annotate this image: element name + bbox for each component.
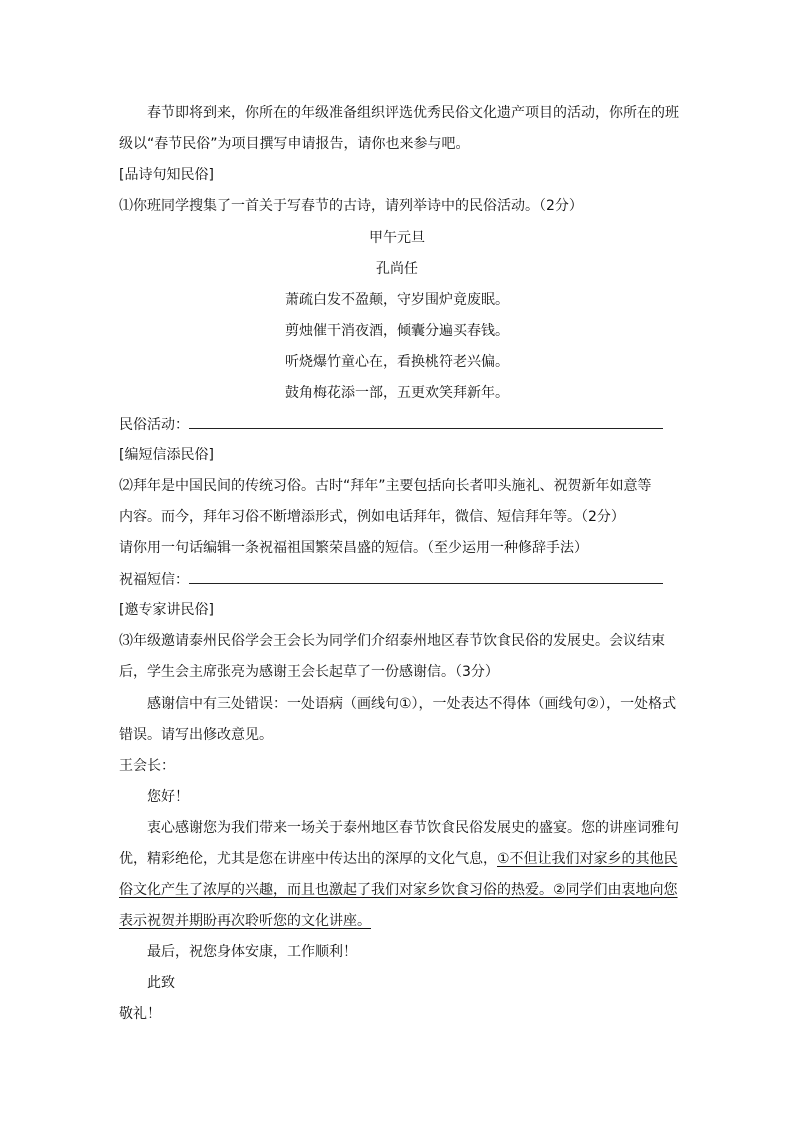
intro-line-2: 级以“春节民俗”为项目撰写申请报告，请你也来参与吧。 [119, 136, 470, 152]
underlined-sentence-1: ①不但让我们对家乡的其他民 [497, 851, 678, 867]
poem-line: 萧疏白发不盈颠，守岁围炉竟废眠。 [285, 292, 509, 308]
section-heading-sms: [编短信添民俗] [119, 447, 214, 463]
underlined-sentence-2: ②同学们由衷地向您 [553, 882, 678, 898]
answer-row-blessing-sms [119, 569, 663, 590]
question-2-instruction: 请你用一句话编辑一条祝福祖国繁荣昌盛的短信。（至少运用一种修辞手法） [119, 540, 588, 556]
question-2-line-2: 内容。而今，拜年习俗不断增添形式，例如电话拜年，微信、短信拜年等。（2分） [119, 509, 625, 525]
letter-body-line-4 [119, 911, 371, 931]
letter-salutation: 王会长： [119, 758, 175, 774]
poem-author: 孔尚任 [376, 261, 418, 277]
answer-blank[interactable] [189, 414, 663, 429]
letter-cizhi: 此致 [147, 975, 175, 991]
letter-body-text: 优，精彩绝伦，尤其是您在讲座中传达出的深厚的文化气息， [119, 851, 497, 867]
letter-jingli: 敬礼！ [119, 1006, 161, 1022]
answer-label: 民俗活动： [119, 417, 189, 433]
letter-closing: 最后，祝您身体安康，工作顺利！ [147, 944, 357, 960]
question-3-line-1: ⑶年级邀请泰州民俗学会王会长为同学们介绍泰州地区春节饮食民俗的发展史。会议结束 [119, 633, 665, 649]
section-heading-expert: [邀专家讲民俗] [119, 602, 214, 618]
task-line-1: 感谢信中有三处错误：一处语病（画线句①），一处表达不得体（画线句②），一处格式 [147, 696, 677, 712]
poem-line: 听烧爆竹童心在，看换桃符老兴偏。 [285, 354, 509, 370]
answer-blank[interactable] [189, 569, 663, 584]
question-3-line-2: 后，学生会主席张亮为感谢王会长起草了一份感谢信。（3分） [119, 664, 499, 680]
letter-body-line-3 [119, 880, 678, 900]
letter-body-line-1: 衷心感谢您为我们带来一场关于泰州地区春节饮食民俗发展史的盛宴。您的讲座词雅句 [147, 820, 679, 836]
question-2-line-1: ⑵拜年是中国民间的传统习俗。古时“拜年”主要包括向长者叩头施礼、祝贺新年如意等 [119, 478, 652, 494]
question-1: ⑴你班同学搜集了一首关于写春节的古诗，请列举诗中的民俗活动。（2分） [119, 198, 583, 214]
poem-line: 鼓角梅花添一部，五更欢笑拜新年。 [285, 385, 509, 401]
poem-line: 剪烛催干消夜酒，倾囊分遍买春钱。 [285, 323, 509, 339]
letter-body-line-2 [119, 849, 678, 869]
answer-label: 祝福短信： [119, 572, 189, 588]
intro-line-1: 春节即将到来，你所在的年级准备组织评选优秀民俗文化遗产项目的活动，你所在的班 [147, 105, 679, 121]
section-heading-poem: [品诗句知民俗] [119, 167, 214, 183]
task-line-2: 错误。请写出修改意见。 [119, 727, 273, 743]
letter-greeting: 您好！ [147, 789, 189, 805]
poem-title: 甲午元旦 [369, 230, 425, 246]
underlined-sentence-1-cont: 俗文化产生了浓厚的兴趣，而且也激起了我们对家乡饮食习俗的热爱。 [119, 882, 553, 898]
underlined-sentence-2-cont: 表示祝贺并期盼再次聆听您的文化讲座。 [119, 913, 371, 929]
answer-row-folk-activity [119, 414, 663, 435]
